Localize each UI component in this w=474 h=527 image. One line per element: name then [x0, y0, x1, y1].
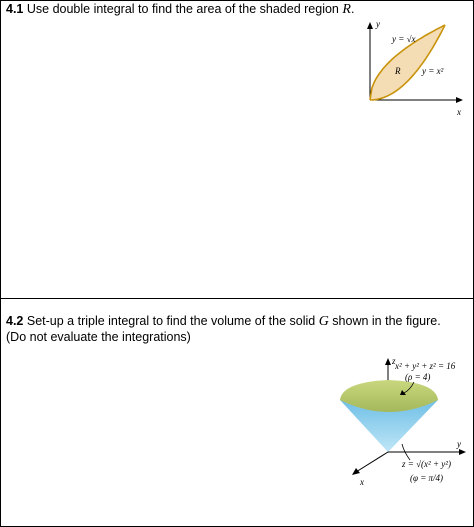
question-suffix: . — [350, 2, 355, 16]
y-axis-label: y — [376, 19, 380, 29]
z-axis-label: z — [392, 356, 396, 366]
region-variable: R — [342, 2, 351, 17]
question-4-2-note: (Do not evaluate the integrations) — [6, 330, 191, 344]
x-axis — [356, 452, 388, 472]
cone-equation: z = √(x² + y²) — [402, 459, 451, 469]
sphere-equation: x² + y² + z² = 16 — [395, 361, 456, 371]
x-axis-label: x — [360, 477, 364, 487]
y-axis-arrow-icon — [459, 449, 466, 455]
question-number: 4.2 — [6, 314, 24, 328]
z-axis-arrow-icon — [385, 358, 391, 365]
label-lower-curve: y = x² — [422, 66, 444, 76]
cone-phi: (φ = π/4) — [410, 473, 444, 483]
solid-variable: G — [318, 314, 329, 329]
question-number: 4.1 — [6, 2, 24, 16]
y-axis-label: y — [457, 439, 461, 449]
question-text: Set-up a triple integral to find the volume of the solid — [23, 314, 319, 328]
question-suffix: shown in the figure. — [328, 314, 441, 328]
label-upper-curve: y = √x — [392, 34, 416, 44]
question-text: Use double integral to find the area of the shaded region — [23, 2, 343, 16]
x-axis-arrow-icon — [352, 468, 360, 475]
sphere-rho: (ρ = 4) — [405, 372, 431, 382]
x-axis-label: x — [457, 107, 461, 117]
label-region: R — [395, 66, 401, 76]
